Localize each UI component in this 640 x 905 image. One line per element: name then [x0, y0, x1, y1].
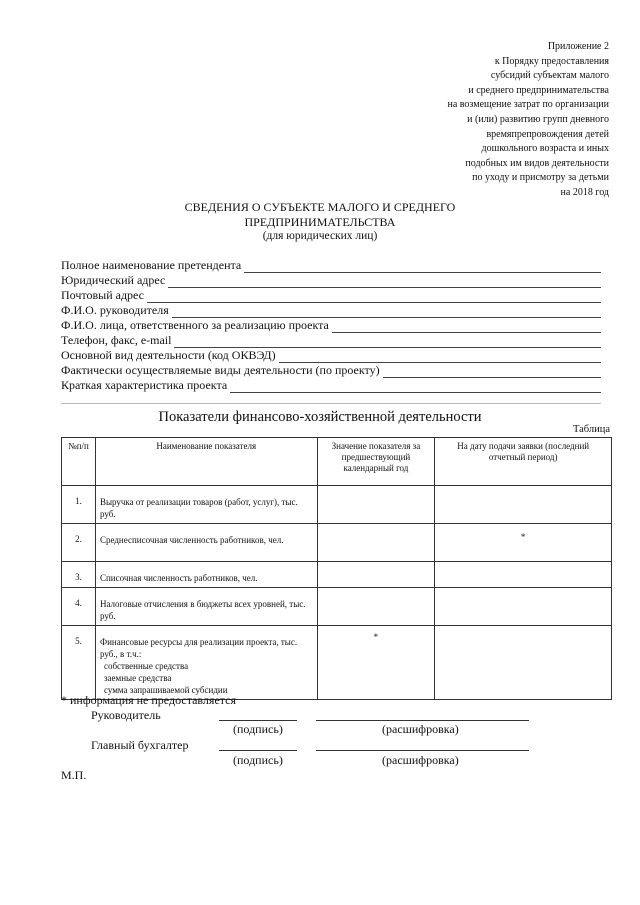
appendix-line: по уходу и присмотру за детьми — [472, 172, 609, 184]
fill-line[interactable] — [279, 351, 601, 363]
row-prev-value[interactable] — [317, 562, 435, 588]
field-project-summary[interactable] — [61, 378, 601, 393]
appendix-line: подобных им видов деятельности — [465, 157, 609, 169]
row-current-value[interactable] — [435, 588, 612, 626]
divider — [61, 403, 601, 404]
table-row — [62, 486, 612, 524]
row-current-value[interactable]: * — [435, 524, 612, 562]
accountant-sign-line[interactable] — [219, 749, 297, 751]
field-actual-activities[interactable] — [61, 363, 601, 378]
document-title: СВЕДЕНИЯ О СУБЪЕКТЕ МАЛОГО И СРЕДНЕГО — [184, 200, 456, 214]
row-num: 1. — [62, 486, 96, 524]
sign-caption: (подпись) — [233, 722, 283, 736]
row-name: Списочная численность работников, чел. — [95, 562, 317, 588]
row-current-value[interactable] — [435, 626, 612, 700]
appendix-header — [349, 40, 609, 201]
row-current-value[interactable] — [435, 486, 612, 524]
appendix-line: на 2018 год — [560, 186, 609, 198]
row-name: Выручка от реализации товаров (работ, услуг), тыс. руб. — [95, 486, 317, 524]
row-num: 4. — [62, 588, 96, 626]
field-label: Ф.И.О. руководителя — [61, 303, 169, 317]
row-subitem: сумма запрашиваемой субсидии — [103, 685, 228, 695]
appendix-line: Приложение 2 — [547, 41, 609, 52]
row-prev-value[interactable] — [317, 486, 435, 524]
stamp-label: М.П. — [61, 768, 87, 782]
field-postal-address[interactable] — [61, 288, 601, 303]
table-row — [62, 524, 612, 562]
fill-line[interactable] — [332, 321, 601, 333]
row-num: 2. — [62, 524, 96, 562]
document-title-cont: ПРЕДПРИНИМАТЕЛЬСТВА — [244, 215, 396, 229]
field-label: Почтовый адрес — [61, 288, 145, 302]
row-name-main: Финансовые ресурсы для реализации проекта, тыс. руб., в т.ч.: — [99, 637, 298, 659]
table-row — [62, 562, 612, 588]
document-subtitle: (для юридических лиц) — [262, 230, 378, 242]
row-prev-value[interactable] — [317, 588, 435, 626]
decode-caption: (расшифровка) — [382, 753, 459, 767]
row-name — [95, 626, 317, 700]
appendix-line: и среднего предпринимательства — [468, 84, 609, 96]
appendix-line: дошкольного возраста и иных — [481, 143, 609, 155]
row-subitem: собственные средства — [103, 661, 189, 671]
row-prev-value[interactable] — [317, 524, 435, 562]
appendix-line: на возмещение затрат по организации — [447, 99, 609, 111]
director-decode-line[interactable] — [316, 719, 529, 721]
decode-caption: (расшифровка) — [382, 722, 459, 736]
field-director-name[interactable] — [61, 303, 601, 318]
row-name: Среднесписочная численность работников, чел. — [95, 524, 317, 562]
header-prev-year: Значение показателя за предшествующий календарный год — [317, 438, 435, 486]
table-label: Таблица — [572, 424, 610, 435]
row-num: 3. — [62, 562, 96, 588]
row-prev-value[interactable]: * — [317, 626, 435, 700]
header-name: Наименование показателя — [95, 438, 317, 486]
field-label: Телефон, факс, e-mail — [61, 333, 172, 347]
field-legal-address[interactable] — [61, 273, 601, 288]
row-current-value[interactable] — [435, 562, 612, 588]
field-okved[interactable] — [61, 348, 601, 363]
field-responsible-name[interactable] — [61, 318, 601, 333]
fill-line[interactable] — [174, 336, 601, 348]
table-row — [62, 588, 612, 626]
financial-table — [61, 437, 612, 700]
field-label: Ф.И.О. лица, ответственного за реализацию проекта — [61, 318, 329, 332]
sign-caption: (подпись) — [233, 753, 283, 767]
field-label: Фактически осуществляемые виды деятельности (по проекту) — [61, 363, 380, 377]
appendix-line: времяпрепровождения детей — [486, 128, 609, 140]
accountant-label: Главный бухгалтер — [91, 738, 189, 752]
footnote: * информация не предоставляется — [61, 693, 237, 707]
fill-line[interactable] — [383, 366, 601, 378]
fill-line[interactable] — [230, 381, 601, 393]
field-full-name[interactable] — [61, 258, 601, 273]
header-current: На дату подачи заявки (последний отчетный период) — [435, 438, 612, 486]
financial-title: Показатели финансово-хозяйственной деятельности — [158, 409, 482, 425]
table-header-row — [62, 438, 612, 486]
table-row — [62, 626, 612, 700]
field-label: Краткая характеристика проекта — [61, 378, 228, 392]
row-subitem: заемные средства — [103, 673, 172, 683]
fill-line[interactable] — [168, 276, 601, 288]
appendix-line: и (или) развитию групп дневного — [467, 113, 609, 125]
field-contacts[interactable] — [61, 333, 601, 348]
field-label: Основной вид деятельности (код ОКВЭД) — [61, 348, 276, 362]
accountant-decode-line[interactable] — [316, 749, 529, 751]
director-label: Руководитель — [91, 708, 161, 722]
fill-line[interactable] — [244, 261, 601, 273]
row-num: 5. — [62, 626, 96, 700]
row-name: Налоговые отчисления в бюджеты всех уровней, тыс. руб. — [95, 588, 317, 626]
fill-line[interactable] — [172, 306, 601, 318]
field-label: Полное наименование претендента — [61, 258, 242, 272]
fill-line[interactable] — [147, 291, 601, 303]
appendix-line: субсидий субъектам малого — [490, 70, 609, 82]
appendix-line: к Порядку предоставления — [494, 55, 609, 67]
header-num: №п/п — [62, 438, 96, 486]
field-label: Юридический адрес — [61, 273, 166, 287]
director-sign-line[interactable] — [219, 719, 297, 721]
